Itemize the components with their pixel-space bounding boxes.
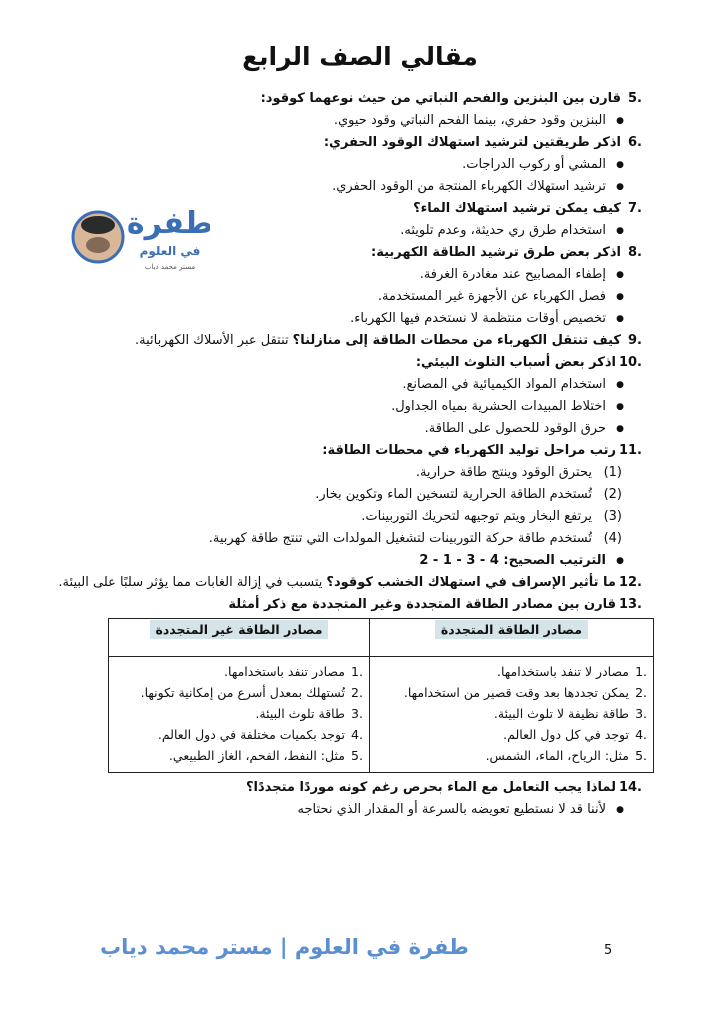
- question-number: 8.: [628, 245, 642, 260]
- footer-brand: طفرة في العلوم | مستر محمد دياب: [100, 935, 469, 959]
- list-item: 3. طاقة تلوث البيئة.: [255, 706, 363, 721]
- question-number: 6.: [628, 135, 642, 150]
- answer-item: ● اختلاط المبيدات الحشرية بمياه الجداول.: [42, 396, 624, 418]
- question-text: ما تأثير الإسراف في استهلاك الخشب كوقود؟: [326, 575, 616, 590]
- step-item: [42, 484, 622, 506]
- question-11: [42, 440, 642, 462]
- question-text: كيف تنتقل الكهرباء من محطات الطاقة إلى منازلنا؟: [292, 333, 621, 348]
- answer-item: ● إطفاء المصابيح عند مغادرة الغرفة.: [42, 264, 624, 286]
- question-text: اذكر طريقتين لترشيد استهلاك الوقود الحفري:: [323, 135, 621, 150]
- question-12: [42, 572, 642, 594]
- step-text: يرتفع البخار ويتم توجيهه لتحريك التوربينات.: [361, 509, 592, 524]
- answer-item: ● استخدام المواد الكيميائية في المصانع.: [42, 374, 624, 396]
- question-number: 10.: [618, 355, 642, 370]
- question-number: 7.: [628, 201, 642, 216]
- answer-item: ● فصل الكهرباء عن الأجهزة غير المستخدمة.: [42, 286, 624, 308]
- question-13: [42, 594, 642, 616]
- answer-item: ● المشي أو ركوب الدراجات.: [42, 154, 624, 176]
- step-number: (1): [603, 465, 622, 480]
- question-5: [42, 88, 642, 110]
- answer-list: [42, 154, 642, 198]
- answer-item: ● لأننا قد لا نستطيع تعويضه بالسرعة أو المقدار الذي نحتاجه: [42, 799, 624, 821]
- list-item: 2. تُستهلك بمعدل أسرع من إمكانية تكونها.: [140, 685, 363, 700]
- nonrenewable-header: مصادر الطاقة غير المتجددة: [109, 619, 370, 657]
- question-14: [42, 777, 642, 799]
- step-item: [42, 506, 622, 528]
- question-text: لماذا يجب التعامل مع الماء بحرص رغم كونه موردًا متجددًا؟: [246, 780, 616, 795]
- nonrenewable-cell: [109, 657, 370, 773]
- answer-item: ● استخدام طرق ري حديثة، وعدم تلويثه.: [42, 220, 624, 242]
- question-text: رتب مراحل توليد الكهرباء في محطات الطاقة:: [322, 443, 616, 458]
- step-number: (2): [603, 487, 622, 502]
- list-item: 4. توجد في كل دول العالم.: [503, 727, 647, 742]
- question-text: اذكر بعض أسباب التلوث البيئي:: [415, 355, 616, 370]
- logo-sub-text: في العلوم: [139, 244, 201, 258]
- question-text: قارن بين مصادر الطاقة المتجددة وغير المتجددة مع ذكر أمثلة: [228, 597, 616, 612]
- answer-item: ● حرق الوقود للحصول على الطاقة.: [42, 418, 624, 440]
- step-number: (3): [603, 509, 622, 524]
- energy-comparison-table: [108, 618, 654, 773]
- question-text: قارن بين البنزين والفحم النباتي من حيث نوعهما كوقود:: [260, 91, 621, 106]
- step-text: يحترق الوقود وينتج طاقة حرارية.: [415, 465, 592, 480]
- question-text: اذكر بعض طرق ترشيد الطاقة الكهربية:: [371, 245, 621, 260]
- answer-item: ● ترشيد استهلاك الكهرباء المنتجة من الوقود الحفري.: [42, 176, 624, 198]
- question-text: كيف يمكن ترشيد استهلاك الماء؟: [413, 201, 621, 216]
- inline-answer: يتسبب في إزالة الغابات مما يؤثر سلبًا على البيئة.: [58, 575, 323, 590]
- answer-list: [42, 799, 642, 821]
- question-6: [42, 132, 642, 154]
- question-9: [42, 330, 642, 352]
- table-header-row: [109, 619, 654, 657]
- page-number: 5: [604, 943, 613, 958]
- renewable-cell: [369, 657, 653, 773]
- answer-list: [42, 550, 642, 572]
- answer-list: [42, 110, 642, 132]
- inline-answer: تنتقل عبر الأسلاك الكهربائية.: [134, 333, 289, 348]
- answer-list: [42, 374, 642, 440]
- answer-item: ● تخصيص أوقات منتظمة لا نستخدم فيها الكهرباء.: [42, 308, 624, 330]
- step-item: [42, 462, 622, 484]
- renewable-header: مصادر الطاقة المتجددة: [369, 619, 653, 657]
- question-10: [42, 352, 642, 374]
- step-item: [42, 528, 622, 550]
- logo-caption: مستر محمد دياب: [144, 263, 196, 271]
- answer-list: [42, 264, 642, 330]
- question-number: 9.: [628, 333, 642, 348]
- question-8: [42, 242, 642, 264]
- question-number: 5.: [628, 91, 642, 106]
- question-number: 12.: [618, 575, 642, 590]
- question-number: 14.: [618, 780, 642, 795]
- list-item: 5. مثل: الرياح، الماء، الشمس.: [485, 748, 647, 763]
- question-7: [42, 198, 642, 220]
- step-list: [42, 462, 642, 550]
- list-item: 1. مصادر تنفد باستخدامها.: [224, 664, 363, 679]
- correct-order: ● الترتيب الصحيح: 4 - 3 - 1 - 2: [42, 550, 624, 572]
- question-number: 11.: [618, 443, 642, 458]
- question-list: [42, 88, 647, 821]
- step-text: تُستخدم الطاقة الحرارية لتسخين الماء وتكوين بخار.: [315, 487, 592, 502]
- answer-item: ● البنزين وقود حفري، بينما الفحم النباتي وقود حيوي.: [42, 110, 624, 132]
- step-text: تُستخدم طاقة حركة التوربينات لتشغيل المولدات التي تنتج طاقة كهربية.: [208, 531, 592, 546]
- question-number: 13.: [618, 597, 642, 612]
- table-row: [109, 657, 654, 773]
- list-item: 4. توجد بكميات مختلفة في دول العالم.: [157, 727, 363, 742]
- list-item: 3. طاقة نظيفة لا تلوث البيئة.: [493, 706, 647, 721]
- list-item: 1. مصادر لا تنفد باستخدامها.: [496, 664, 647, 679]
- logo-main-text: طفرة: [126, 206, 210, 241]
- step-number: (4): [603, 531, 622, 546]
- answer-list: [42, 220, 642, 242]
- list-item: 5. مثل: النفط، الفحم، الغاز الطبيعي.: [168, 748, 363, 763]
- page-title: مقالي الصف الرابع: [242, 42, 478, 71]
- list-item: 2. يمكن تجددها بعد وقت قصير من استخدامها.: [403, 685, 647, 700]
